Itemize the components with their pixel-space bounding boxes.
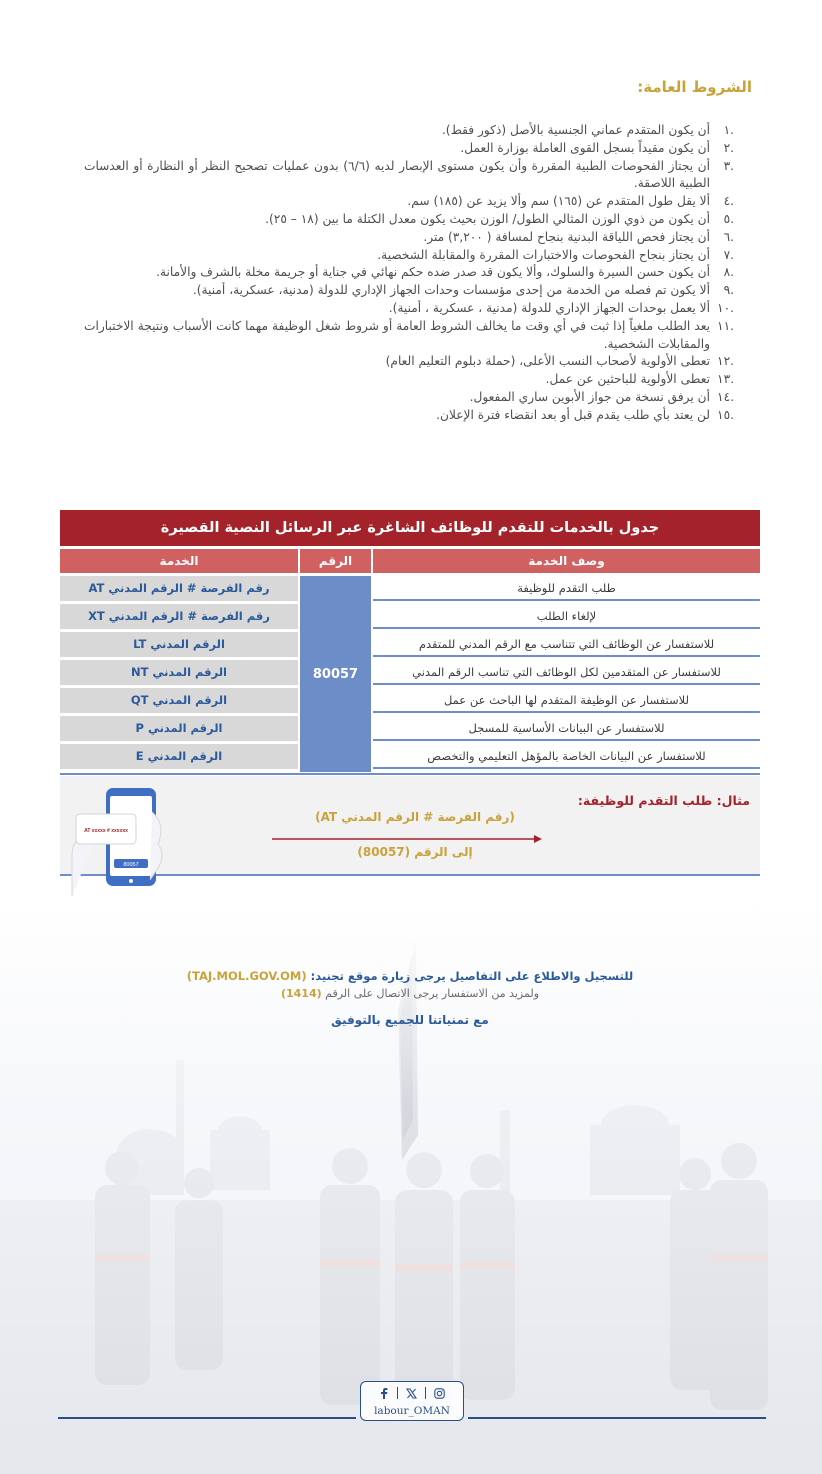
list-item xyxy=(84,389,734,407)
example-sms-format: (رقم الفرصة # الرقم المدني AT) xyxy=(315,810,515,824)
item-number: .١٣ xyxy=(717,372,734,387)
header-description: وصف الخدمة xyxy=(373,549,760,573)
item-number: .٧ xyxy=(723,247,734,262)
closing-wish: مع تمنياتنا للجميع بالتوفيق xyxy=(331,1013,489,1027)
item-text: ألا يعمل بوحدات الجهاز الإداري للدولة (مدنية ، عسكرية ، أمنية). xyxy=(388,300,710,315)
inquiry-text: ولمزيد من الاستفسار يرجى الاتصال على الرقم xyxy=(321,987,540,1000)
table-row-description: للاستفسار عن البيانات الخاصة بالمؤهل التعليمي والتخصص xyxy=(373,744,760,769)
table-row-description: لإلغاء الطلب xyxy=(373,604,760,629)
item-number: .٩ xyxy=(723,283,734,298)
list-item xyxy=(84,300,734,318)
example-label: مثال: طلب التقدم للوظيفة: xyxy=(577,793,750,808)
header-number: الرقم xyxy=(300,549,371,573)
website-link[interactable]: (TAJ.MOL.GOV.OM) xyxy=(186,969,307,983)
list-item xyxy=(84,318,734,354)
social-handle[interactable]: labour_OMAN xyxy=(374,1405,450,1417)
table-row-service: رقم الفرصة # الرقم المدني AT xyxy=(60,576,298,601)
list-item xyxy=(84,371,734,389)
phone-in-hand-icon xyxy=(62,784,172,904)
facebook-icon[interactable] xyxy=(379,1387,389,1399)
table-row-description: للاستفسار عن البيانات الأساسية للمسجل xyxy=(373,716,760,741)
phone-number: (1414) xyxy=(280,987,322,1000)
item-number: .٥ xyxy=(723,211,734,226)
header-service: الخدمة xyxy=(60,549,298,573)
conditions-title: الشروط العامة: xyxy=(637,78,752,96)
item-text: أن يرفق نسخة من جواز الأبوين ساري المفعول. xyxy=(469,389,710,404)
item-text: أن يجتاز بنجاح الفحوصات والاختبارات المقررة والمقابلة الشخصية. xyxy=(377,247,710,262)
list-item xyxy=(84,407,734,425)
instagram-icon[interactable] xyxy=(434,1388,445,1399)
item-text: ألا يكون تم فصله من الخدمة من إحدى مؤسسات وحدات الجهاز الإداري للدولة (مدنية، عسكرية، أمنية). xyxy=(192,283,710,298)
item-text: ألا يقل طول المتقدم عن (١٦٥) سم وألا يزيد عن (١٨٥) سم. xyxy=(407,194,710,209)
list-item xyxy=(84,282,734,300)
table-row-service: الرقم المدني P xyxy=(60,716,298,741)
item-text: تعطى الأولوية للباحثين عن عمل. xyxy=(545,372,710,387)
list-item xyxy=(84,353,734,371)
table-row-description: طلب التقدم للوظيفة xyxy=(373,576,760,601)
item-number: .١ xyxy=(723,123,734,137)
list-item xyxy=(84,247,734,265)
table-row-description: للاستفسار عن الوظائف التي تتناسب مع الرقم المدني للمتقدم xyxy=(373,632,760,657)
phone-number-text: 80057 xyxy=(123,862,139,868)
phone-message-text: AT xxxxx # xxxxxx xyxy=(84,828,128,834)
list-item xyxy=(84,158,734,194)
item-text: أن يجتاز الفحوصات الطبية المقررة وأن يكون مستوى الإبصار لديه (٦/٦) بدون عمليات تصحيح النظر أو النظارة أو العدسات الطبية اللاصقة. xyxy=(84,158,711,191)
arrow-icon xyxy=(272,834,542,844)
item-text: أن يكون المتقدم عماني الجنسية بالأصل (ذكور فقط). xyxy=(441,123,710,137)
x-icon[interactable] xyxy=(406,1388,417,1399)
registration-info xyxy=(60,969,760,983)
list-item xyxy=(84,140,734,158)
social-media-badge xyxy=(360,1381,464,1421)
item-number: .١٥ xyxy=(717,407,734,422)
registration-text: للتسجيل والاطلاع على التفاصيل يرجى زيارة موقع تجنيد: xyxy=(306,969,634,983)
item-number: .٣ xyxy=(723,158,734,173)
separator xyxy=(425,1387,426,1399)
table-row-service: رقم الفرصة # الرقم المدني XT xyxy=(60,604,298,629)
footer-rule-right xyxy=(468,1417,766,1419)
table-row-description: للاستفسار عن الوظيفة المتقدم لها الباحث عن عمل xyxy=(373,688,760,713)
item-text: أن يكون مقيداً بسجل القوى العاملة بوزارة العمل. xyxy=(460,140,710,155)
item-number: .١٠ xyxy=(717,300,734,315)
inquiry-info xyxy=(60,987,760,1000)
table-row-service: الرقم المدني QT xyxy=(60,688,298,713)
list-item xyxy=(84,122,734,140)
list-item xyxy=(84,193,734,211)
table-row-service: الرقم المدني NT xyxy=(60,660,298,685)
item-number: .٨ xyxy=(723,265,734,280)
item-number: .٦ xyxy=(723,229,734,244)
item-text: لن يعتد بأي طلب يقدم قبل أو بعد انقضاء فترة الإعلان. xyxy=(436,407,710,422)
table-row-service: الرقم المدني LT xyxy=(60,632,298,657)
list-item xyxy=(84,264,734,282)
table-bottom-rule xyxy=(60,773,760,775)
conditions-list xyxy=(84,122,734,425)
footer-rule-left xyxy=(58,1417,356,1419)
example-target-number: إلى الرقم (80057) xyxy=(357,845,473,859)
sms-number-cell: 80057 xyxy=(300,576,371,772)
item-text: أن يجتاز فحص اللياقة البدنية بنجاح لمسافة ( ٣,٢٠٠) متر. xyxy=(423,229,710,244)
list-item xyxy=(84,211,734,229)
item-number: .٢ xyxy=(723,140,734,155)
table-row-service: الرقم المدني E xyxy=(60,744,298,769)
list-item xyxy=(84,229,734,247)
item-text: أن يكون حسن السيرة والسلوك، وألا يكون قد صدر ضده حكم نهائي في جناية أو جريمة مخلة بالشرف والأمانة. xyxy=(156,265,710,280)
item-number: .١١ xyxy=(717,318,734,333)
item-number: .١٢ xyxy=(717,354,734,369)
services-table-title: جدول بالخدمات للتقدم للوظائف الشاغرة عبر الرسائل النصية القصيرة xyxy=(60,510,760,546)
item-number: .٤ xyxy=(723,194,734,209)
item-number: .١٤ xyxy=(717,389,734,404)
table-row-description: للاستفسار عن المتقدمين لكل الوظائف التي تناسب الرقم المدني xyxy=(373,660,760,685)
item-text: يعد الطلب ملغياً إذا ثبت في أي وقت ما يخالف الشروط العامة أو شروط شغل الوظيفة مهما كانت الأسباب ونتيجة الاختبارات والمقابلات الشخصية. xyxy=(84,318,710,351)
separator xyxy=(397,1387,398,1399)
item-text: أن يكون من ذوي الوزن المثالي الطول/ الوزن بحيث يكون معدل الكتلة ما بين (١٨ – ٢٥). xyxy=(265,211,710,226)
item-text: تعطى الأولوية لأصحاب النسب الأعلى، (حملة دبلوم التعليم العام) xyxy=(385,354,710,369)
